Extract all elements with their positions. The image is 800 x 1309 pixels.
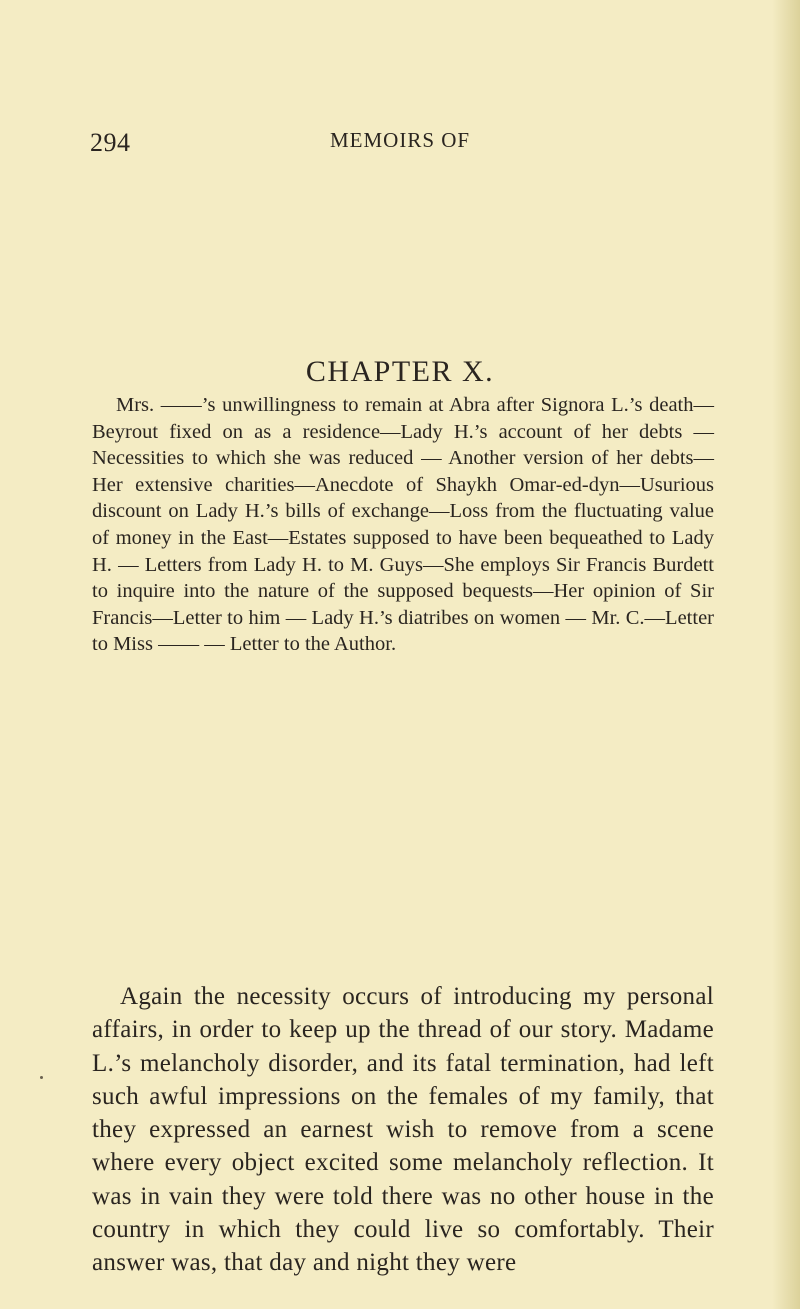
page-number: 294 [90,128,131,157]
chapter-synopsis: Mrs. ——’s unwillingness to remain at Abra after Signora L.’s death—Beyrout fixed on as a residence—Lady H.’s account of her debts — Necessities to which she was reduced — Another version of her debts—Her extensive charities—Anecdote of Shaykh Omar-ed-dyn—Usurious discount on Lady H.’s bills of exchange—Loss from the fluctuating value of money in the East—Estates supposed to have been bequeathed to Lady H. — Letters from Lady H. to M. Guys—She employs Sir Francis Burdett to inquire into the nature of the supposed bequests—Her opinion of Sir Francis—Letter to him — Lady H.’s diatribes on women — Mr. C.—Letter to Miss —— — Letter to the Author. [92,394,714,656]
body-paragraph: Again the necessity occurs of introducing my personal affairs, in order to keep up the thread of our story. Madame L.’s melancholy disorder, and its fatal termination, had left such awful impressions on the females of my family, that they expressed an earnest wish to remove from a scene where every object excited some melancholy reflection. It was in vain they were told there was no other house in the country in which they could live so comfortably. Their answer was, that day and night they were [92,983,714,1277]
page-edge-shadow [772,0,800,1309]
chapter-heading: CHAPTER X. [305,355,495,388]
paper-speck [40,1076,43,1079]
running-head [0,128,800,158]
running-title: MEMOIRS OF [330,128,471,152]
